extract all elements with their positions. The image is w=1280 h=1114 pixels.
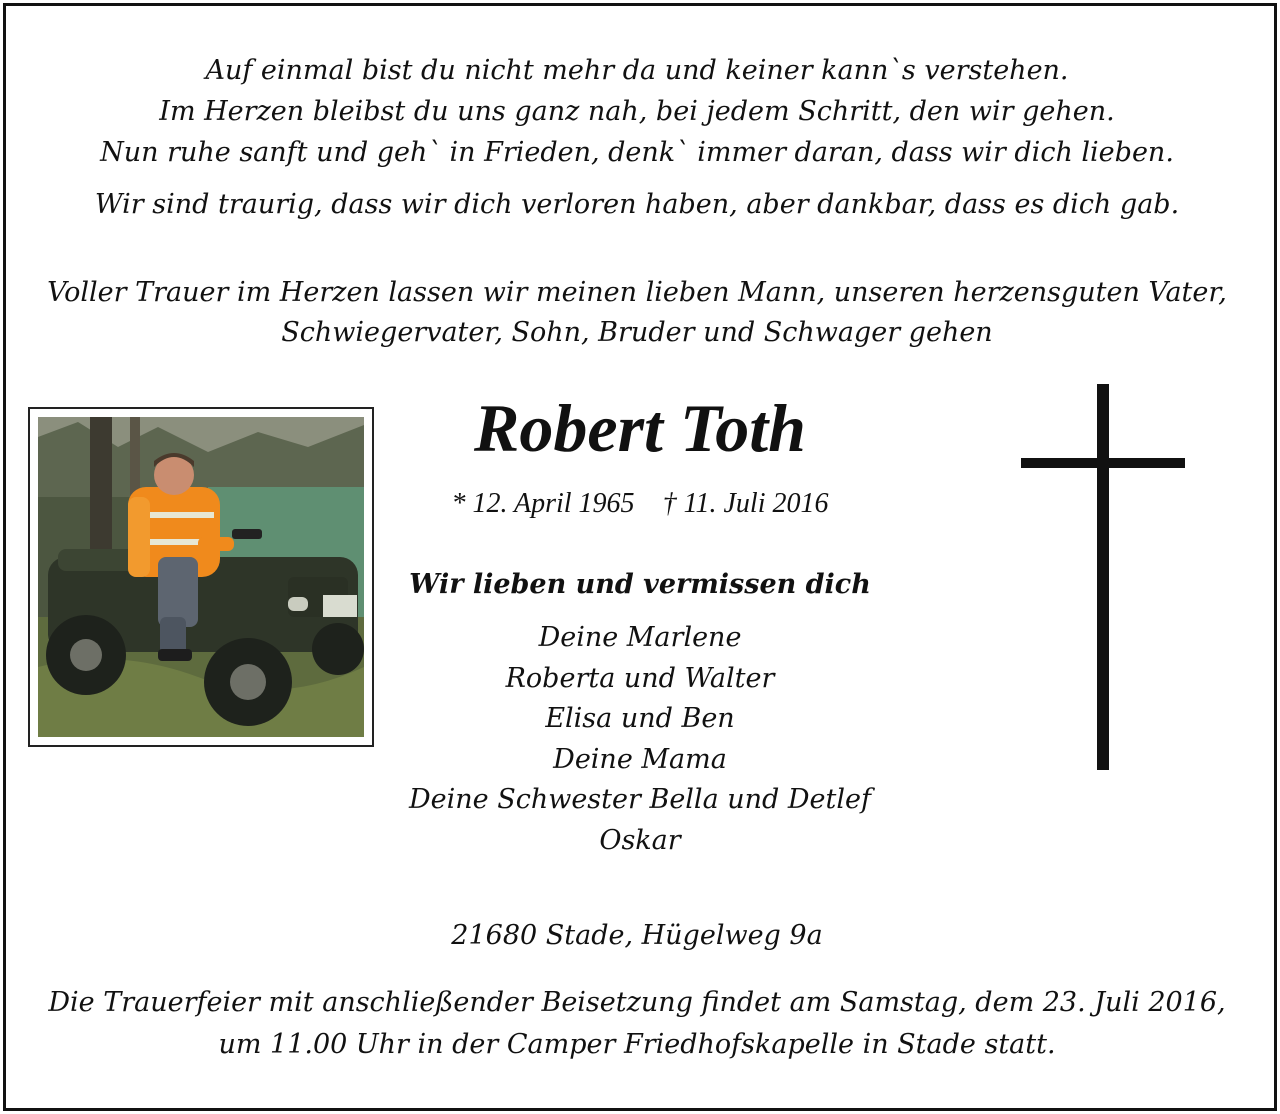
family-member: Deine Marlene <box>538 622 742 653</box>
photo-frame <box>28 407 374 747</box>
poem-closing: Wir sind traurig, dass wir dich verloren haben, aber dankbar, dass es dich gab. <box>94 189 1180 220</box>
deceased-name: Robert Toth <box>474 390 806 466</box>
family-member: Elisa und Ben <box>545 703 735 734</box>
life-dates <box>360 486 920 522</box>
photo-illustration <box>38 417 364 737</box>
intro-line-2: Schwiegervater, Sohn, Bruder und Schwager gehen <box>281 317 993 348</box>
family-member: Deine Mama <box>553 743 727 775</box>
family-member: Oskar <box>599 824 681 856</box>
address: 21680 Stade, Hügelweg 9a <box>451 920 823 951</box>
ceremony-line-2: um 11.00 Uhr in der Camper Friedhofskapelle in Stade statt. <box>218 1029 1056 1060</box>
death-date: † 11. Juli 2016 <box>662 488 829 519</box>
cross-icon <box>1018 384 1188 774</box>
family-member: Deine Schwester Bella und Detlef <box>409 784 871 815</box>
birth-date: * 12. April 1965 <box>451 488 635 519</box>
portrait-photo <box>38 417 364 737</box>
poem-line-2: Im Herzen bleibst du uns ganz nah, bei jedem Schritt, den wir gehen. <box>159 96 1115 127</box>
tagline: Wir lieben und vermissen dich <box>409 569 871 600</box>
poem-line-1: Auf einmal bist du nicht mehr da und keiner kann`s verstehen. <box>205 55 1069 86</box>
family-member: Roberta und Walter <box>505 662 775 694</box>
intro-line-1: Voller Trauer im Herzen lassen wir meinen lieben Mann, unseren herzensguten Vater, <box>47 277 1227 308</box>
family-list <box>340 618 940 861</box>
ceremony-line-1: Die Trauerfeier mit anschließender Beisetzung findet am Samstag, dem 23. Juli 2016, <box>48 987 1226 1018</box>
poem-line-3: Nun ruhe sanft und geh` in Frieden, denk` immer daran, dass wir dich lieben. <box>100 137 1174 168</box>
